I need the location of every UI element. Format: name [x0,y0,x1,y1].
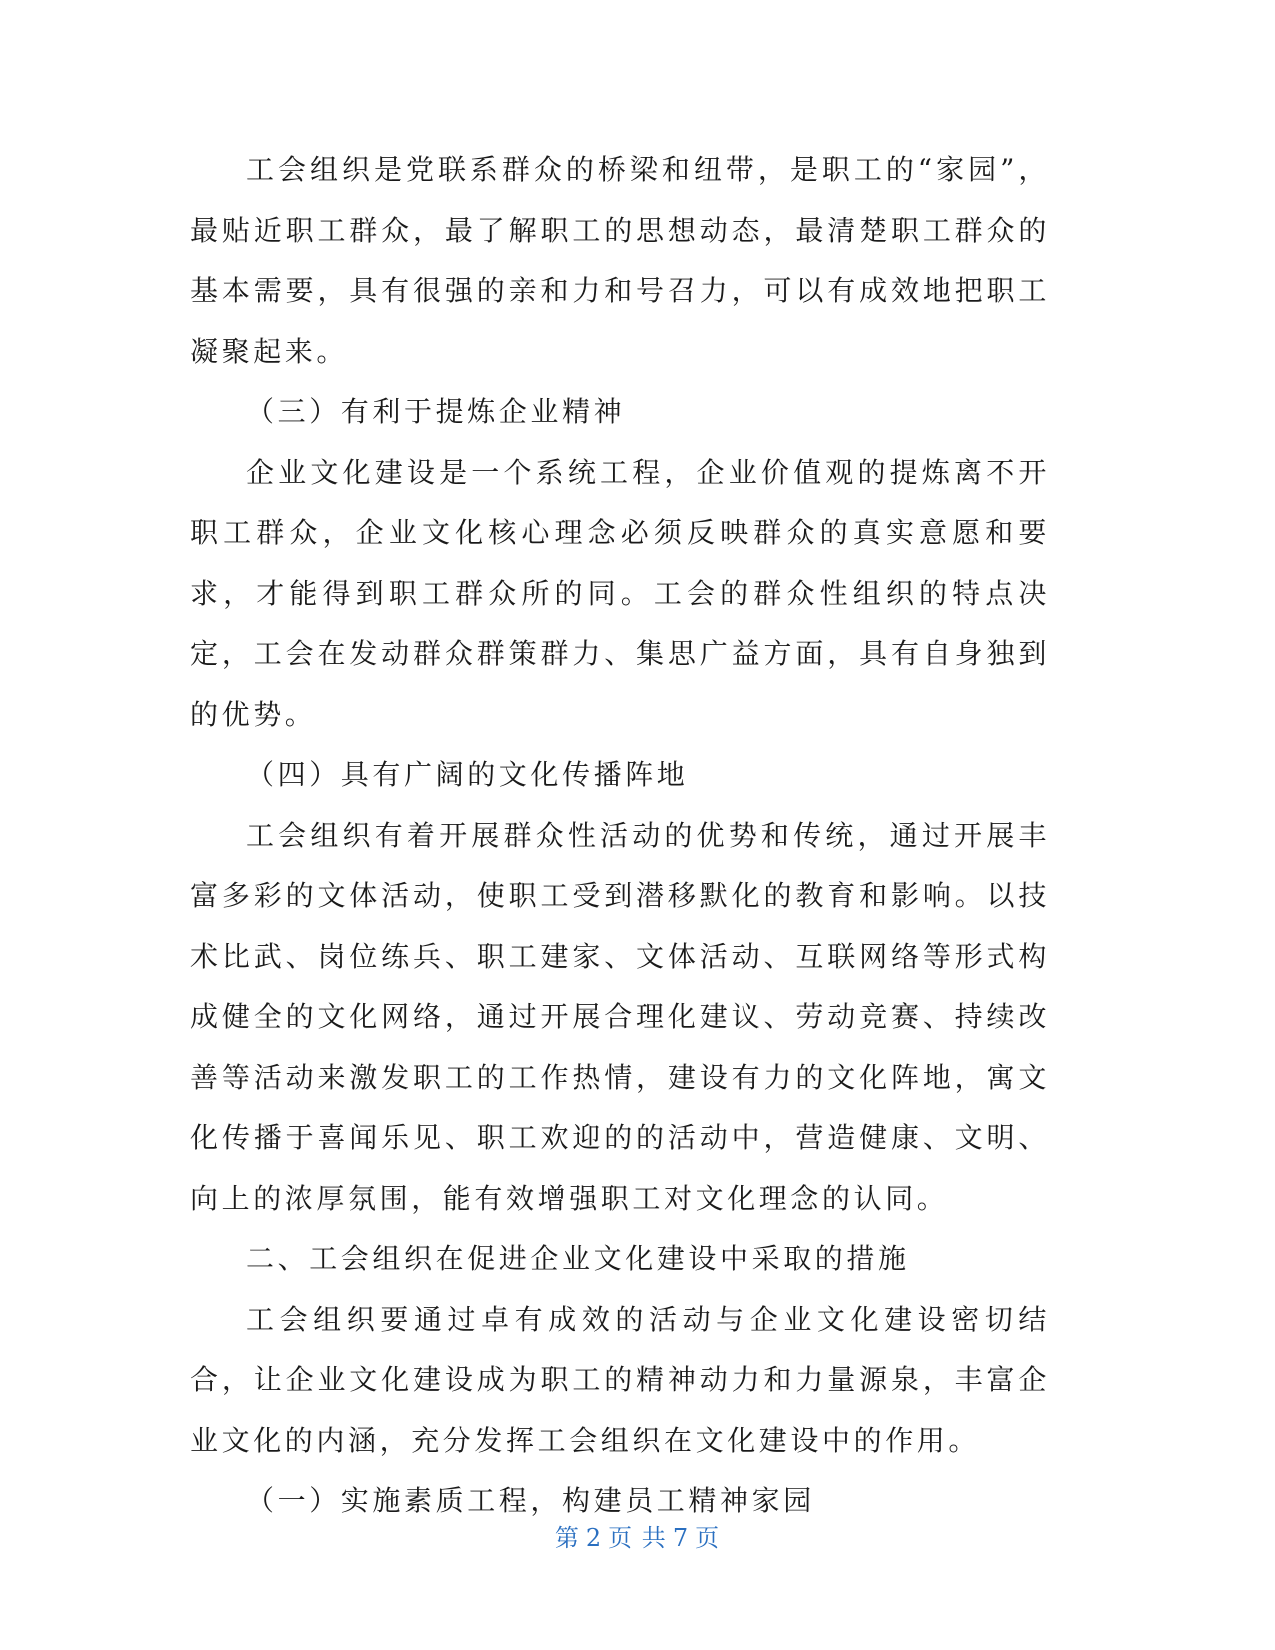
section-heading-3: （三）有利于提炼企业精神 [246,395,626,428]
footer-suffix: 页 [695,1524,721,1552]
section-heading-1: （一）实施素质工程，构建员工精神家园 [246,1484,815,1517]
footer-middle: 页 共 [608,1524,667,1552]
chapter-heading-2: 二、工会组织在促进企业文化建设中采取的措施 [246,1242,910,1275]
paragraph-1: 工会组织是党联系群众的桥梁和纽带，是职工的“家园”，最贴近职工群众，最了解职工的思想动态，最清楚职工群众的基本需要，具有很强的亲和力和号召力，可以有成效地把职工凝聚起来。 [190,153,1050,368]
paragraph-2: 企业文化建设是一个系统工程，企业价值观的提炼离不开职工群众，企业文化核心理念必须反映群众的真实意愿和要求，才能得到职工群众所的同。工会的群众性组织的特点决定，工会在发动群众群策群力、集思广益方面，具有自身独到的优势。 [190,455,1050,731]
footer-current-page: 2 [585,1524,603,1552]
footer-prefix: 第 [554,1524,580,1552]
paragraph-4: 工会组织要通过卓有成效的活动与企业文化建设密切结合，让企业文化建设成为职工的精神动力和力量源泉，丰富企业文化的内涵，充分发挥工会组织在文化建设中的作用。 [190,1302,1050,1457]
page-footer [0,1518,1275,1553]
section-heading-4: （四）具有广阔的文化传播阵地 [246,758,689,791]
footer-total-pages: 7 [672,1524,690,1552]
paragraph-3: 工会组织有着开展群众性活动的优势和传统，通过开展丰富多彩的文体活动，使职工受到潜移默化的教育和影响。以技术比武、岗位练兵、职工建家、文体活动、互联网络等形式构成健全的文化网络，通过开展合理化建议、劳动竞赛、持续改善等活动来激发职工的工作热情，建设有力的文化阵地，寓文化传播于喜闻乐见、职工欢迎的的活动中，营造健康、文明、向上的浓厚氛围，能有效增强职工对文化理念的认同。 [190,818,1050,1215]
document-body [190,140,1050,1532]
